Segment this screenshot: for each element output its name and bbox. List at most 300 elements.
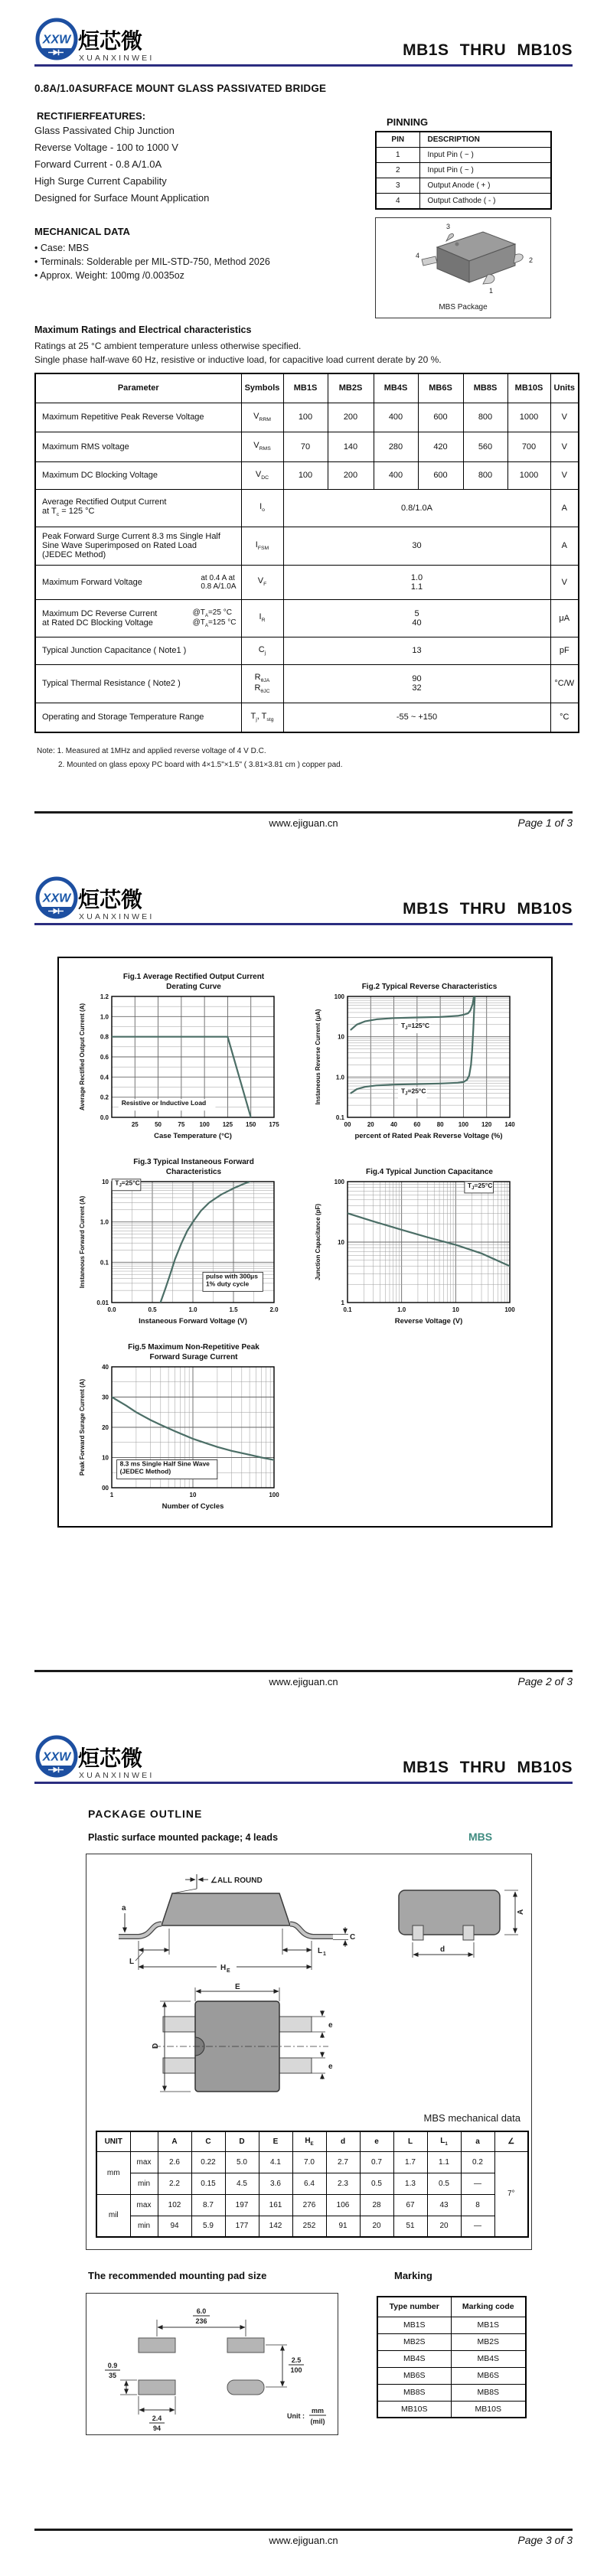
fig4-chart (312, 1156, 521, 1334)
ratings-symbol: $V_{DC}$ (241, 461, 283, 489)
mech-angle: 7° (494, 2151, 528, 2237)
mech-header: UNIT (96, 2131, 130, 2151)
svg-text:Junction Capacitance (pF): Junction Capacitance (pF) (315, 1203, 321, 1281)
mech-header: a (461, 2131, 494, 2151)
mech-value: 0.5 (360, 2173, 393, 2194)
svg-text:0.6: 0.6 (100, 1054, 109, 1061)
mech-unit: mil (96, 2194, 130, 2237)
logo-icon (34, 15, 168, 64)
ratings-header: MB8S (463, 373, 507, 403)
pinning-header: DESCRIPTION (419, 132, 551, 148)
mech-data-table (96, 2131, 529, 2238)
package-illustration (375, 217, 551, 318)
svg-text:(JEDEC Method): (JEDEC Method) (119, 1467, 171, 1475)
brand-logo (34, 1733, 168, 1785)
svg-text:10: 10 (189, 1492, 197, 1498)
mech-value: 7.0 (292, 2151, 326, 2173)
mech-header: C (191, 2131, 225, 2151)
ratings-header: MB6S (418, 373, 463, 403)
mech-minmax: min (130, 2173, 158, 2194)
marking-type: MB4S (377, 2350, 451, 2367)
ratings-symbol: $R_{\theta JA}$ $R_{\theta JC}$ (241, 664, 283, 703)
svg-text:Resistive or Inductive Load: Resistive or Inductive Load (121, 1099, 207, 1107)
svg-text:10: 10 (452, 1306, 459, 1313)
ratings-header: Symbols (241, 373, 283, 403)
svg-text:8.3 ms Single Half Sine Wave: 8.3 ms Single Half Sine Wave (119, 1459, 210, 1468)
svg-text:100: 100 (458, 1121, 469, 1128)
svg-text:Instaneous Forward Voltage (V): Instaneous Forward Voltage (V) (139, 1317, 247, 1325)
svg-text:Instaneous Reverse Current (μA: Instaneous Reverse Current (μA) (315, 1009, 321, 1105)
svg-text:00: 00 (102, 1485, 109, 1492)
svg-text:80: 80 (436, 1121, 444, 1128)
svg-text:1.0: 1.0 (397, 1306, 406, 1313)
svg-text:0.0: 0.0 (107, 1306, 116, 1313)
svg-text:1.0: 1.0 (335, 1074, 344, 1081)
fig5-chart (77, 1341, 285, 1519)
ratings-symbol: $T_j$, $T_{stg}$ (241, 703, 283, 732)
mech-value: 67 (393, 2194, 427, 2216)
marking-table (377, 2296, 527, 2418)
pin-number: 2 (376, 163, 419, 178)
marking-code: MB2S (451, 2333, 526, 2350)
ratings-value: 200 (328, 403, 374, 432)
svg-text:pulse with 300μs: pulse with 300μs (205, 1272, 258, 1280)
svg-text:1.0: 1.0 (188, 1306, 197, 1313)
ratings-symbol: $V_{RMS}$ (241, 432, 283, 461)
pin-description: Output Anode ( + ) (419, 178, 551, 194)
mech-value: 8 (461, 2194, 494, 2216)
pad-unit-mil: (mil) (310, 2418, 325, 2425)
header-rule (34, 64, 573, 67)
ratings-unit: μA (550, 599, 579, 637)
ratings-value: 400 (374, 403, 418, 432)
header-rule (34, 1782, 573, 1784)
footer-page-number: Page 3 of 3 (517, 2534, 573, 2546)
svg-text:00: 00 (344, 1121, 351, 1128)
mech-header: L (393, 2131, 427, 2151)
pin-number: 1 (376, 148, 419, 163)
mech-value: 0.22 (191, 2151, 225, 2173)
ratings-value: 600 (418, 461, 463, 489)
mech-header: D (225, 2131, 259, 2151)
ratings-symbol: $V_F$ (241, 565, 283, 599)
fig4-title: Fig.4 Typical Junction Capacitance (366, 1168, 493, 1176)
svg-text:1: 1 (109, 1492, 114, 1498)
mech-value: 0.7 (360, 2151, 393, 2173)
ratings-header: Units (550, 373, 579, 403)
note-1: Note: 1. Measured at 1MHz and applied reverse voltage of 4 V D.C. (37, 747, 266, 755)
svg-text:10: 10 (102, 1179, 109, 1185)
marking-type: MB8S (377, 2384, 451, 2401)
package-name: MBS (468, 1831, 493, 1843)
dim-D: D (152, 2043, 160, 2049)
dim-e: e (328, 2062, 333, 2071)
pad-dim-right-mil: 100 (290, 2366, 302, 2374)
svg-text:40: 40 (102, 1364, 109, 1371)
ratings-value: 140 (328, 432, 374, 461)
pin-description: Input Pin ( ~ ) (419, 148, 551, 163)
ratings-parameter: Operating and Storage Temperature Range (35, 703, 241, 732)
outline-heading: PACKAGE OUTLINE (88, 1808, 203, 1820)
svg-text:Peak Forward Surage Current (A: Peak Forward Surage Current (A) (79, 1378, 86, 1476)
feature-item: High Surge Current Capability (34, 175, 167, 187)
footer-page-number: Page 1 of 3 (517, 817, 573, 829)
pad-unit-label: Unit : (287, 2412, 305, 2420)
pad-unit-mm: mm (311, 2407, 325, 2415)
svg-text:100: 100 (504, 1306, 515, 1313)
mech-value: 2.3 (326, 2173, 360, 2194)
mech-value: 20 (360, 2216, 393, 2237)
svg-text:100: 100 (269, 1492, 279, 1498)
pin-label-2: 2 (529, 256, 534, 264)
pin-number: 3 (376, 178, 419, 194)
mech-header: e (360, 2131, 393, 2151)
svg-text:20: 20 (367, 1121, 374, 1128)
ratings-symbol: $C_j$ (241, 637, 283, 664)
pinning-header: PIN (376, 132, 419, 148)
brand-logo (34, 15, 168, 68)
package-top-view (142, 1981, 341, 2108)
mech-header: d (326, 2131, 360, 2151)
ratings-parameter: Maximum RMS voltage (35, 432, 241, 461)
mech-value: 1.3 (393, 2173, 427, 2194)
ratings-unit: V (550, 565, 579, 599)
pad-dim-bottom-mil: 94 (152, 2424, 162, 2432)
ratings-parameter: Maximum DC Blocking Voltage (35, 461, 241, 489)
logo-english: XUANXINWEI (79, 1771, 155, 1780)
mech-header: ∠ (494, 2131, 528, 2151)
logo-chinese: 烜芯微 (78, 888, 143, 911)
mech-minmax: max (130, 2194, 158, 2216)
pin-number: 4 (376, 194, 419, 210)
mech-header: $H_E$ (292, 2131, 326, 2151)
doc-title: MB1S THRU MB10S (403, 41, 573, 59)
mech-value: 20 (427, 2216, 461, 2237)
mech-value: 94 (158, 2216, 191, 2237)
mech-header: A (158, 2131, 191, 2151)
dim-he: H (220, 1964, 227, 1972)
mech-value: 1.1 (427, 2151, 461, 2173)
fig2-chart (312, 970, 521, 1149)
ratings-unit: V (550, 461, 579, 489)
ratings-heading: Maximum Ratings and Electrical characteristics (34, 324, 252, 335)
ratings-parameter: Maximum DC Reverse Current at Rated DC Blocking Voltage $@T_A=25$ °C $@T_A=125$ °C (35, 599, 241, 637)
mech-value: 0.2 (461, 2151, 494, 2173)
fig3-chart (77, 1156, 285, 1334)
ratings-value: 100 (283, 461, 328, 489)
mech-value: 102 (158, 2194, 191, 2216)
svg-text:120: 120 (481, 1121, 492, 1128)
footer-site: www.ejiguan.cn (269, 817, 338, 829)
ratings-unit: pF (550, 637, 579, 664)
svg-text:E: E (227, 1968, 230, 1974)
logo-chinese: 烜芯微 (78, 1746, 143, 1770)
features-heading: RECTIFIERFEATURES: (37, 110, 146, 122)
svg-text:1.2: 1.2 (100, 993, 109, 1000)
ratings-value: 1000 (507, 403, 550, 432)
ratings-symbol: $I_{FSM}$ (241, 527, 283, 565)
ratings-value: 800 (463, 461, 507, 489)
svg-text:60: 60 (413, 1121, 421, 1128)
footer-site: www.ejiguan.cn (269, 1676, 338, 1687)
ratings-value: 700 (507, 432, 550, 461)
fig1-chart (77, 970, 285, 1149)
svg-text:Number of Cycles: Number of Cycles (162, 1502, 224, 1511)
dim-c: C (350, 1933, 356, 1942)
doc-title: MB1S THRU MB10S (403, 900, 573, 918)
mech-header: $L_1$ (427, 2131, 461, 2151)
mech-value: 106 (326, 2194, 360, 2216)
svg-text:0.2: 0.2 (100, 1094, 109, 1101)
footer-rule (34, 1670, 573, 1672)
ratings-value: 560 (463, 432, 507, 461)
mbs-package-icon (376, 218, 550, 301)
mech-value: 5.9 (191, 2216, 225, 2237)
marking-type: MB1S (377, 2317, 451, 2333)
ratings-conditions (34, 339, 442, 367)
svg-text:75: 75 (178, 1121, 185, 1128)
ratings-header: MB1S (283, 373, 328, 403)
logo-initials: XXW (42, 892, 71, 905)
ratings-unit: V (550, 432, 579, 461)
mech-value: 4.1 (259, 2151, 292, 2173)
mech-value: 8.7 (191, 2194, 225, 2216)
pin-label-1: 1 (489, 287, 494, 295)
mech-header (130, 2131, 158, 2151)
mech-value: 0.5 (427, 2173, 461, 2194)
marking-type: MB10S (377, 2401, 451, 2418)
pad-dim-right-mm: 2.5 (291, 2356, 302, 2364)
package-label: MBS Package (439, 303, 488, 311)
mech-minmax: max (130, 2151, 158, 2173)
mechanical-heading: MECHANICAL DATA (34, 226, 130, 237)
ratings-unit: V (550, 403, 579, 432)
dim-a: a (122, 1904, 126, 1912)
ratings-header: Parameter (35, 373, 241, 403)
marking-code: MB4S (451, 2350, 526, 2367)
mech-value: — (461, 2216, 494, 2237)
brand-logo (34, 874, 168, 927)
ratings-header: MB10S (507, 373, 550, 403)
ratings-value: 800 (463, 403, 507, 432)
ratings-value: 200 (328, 461, 374, 489)
ratings-symbol: $I_o$ (241, 489, 283, 527)
marking-code: MB8S (451, 2384, 526, 2401)
mech-value: 6.4 (292, 2173, 326, 2194)
ratings-value: 400 (374, 461, 418, 489)
svg-text:40: 40 (390, 1121, 398, 1128)
fig2-title: Fig.2 Typical Reverse Characteristics (361, 983, 498, 991)
outline-subheading: Plastic surface mounted package; 4 leads (88, 1832, 279, 1843)
ratings-value: 1000 (507, 461, 550, 489)
ratings-parameter: Typical Thermal Resistance ( Note2 ) (35, 664, 241, 703)
marking-code: MB6S (451, 2367, 526, 2384)
mech-value: 91 (326, 2216, 360, 2237)
logo-icon (34, 1733, 168, 1782)
ratings-condition: Ratings at 25 °C ambient temperature unless otherwise specified. (34, 341, 302, 351)
svg-text:0.01: 0.01 (96, 1299, 109, 1306)
ratings-value: 13 (283, 637, 550, 664)
marking-header: Type number (377, 2297, 451, 2317)
ratings-value: 70 (283, 432, 328, 461)
marking-header: Marking code (451, 2297, 526, 2317)
ratings-value: 100 (283, 403, 328, 432)
ratings-unit: A (550, 489, 579, 527)
svg-text:0.4: 0.4 (100, 1074, 109, 1081)
mech-value: 3.6 (259, 2173, 292, 2194)
logo-english: XUANXINWEI (79, 912, 155, 921)
marking-heading: Marking (394, 2270, 432, 2281)
ratings-parameter: Maximum Forward Voltage at 0.4 A at 0.8 A/1.0A (35, 565, 241, 599)
feature-item: Glass Passivated Chip Junction (34, 125, 175, 136)
svg-text:175: 175 (269, 1121, 279, 1128)
svg-text:1.0: 1.0 (100, 1013, 109, 1021)
logo-chinese: 烜芯微 (78, 29, 143, 53)
mounting-pad-diagram (86, 2293, 338, 2435)
pad-dim-top-mm: 6.0 (196, 2307, 207, 2315)
mech-value: 1.7 (393, 2151, 427, 2173)
svg-text:30: 30 (102, 1394, 109, 1401)
fig3-title: Fig.3 Typical Instaneous Forward Characteristics (133, 1158, 254, 1176)
mech-value: 2.6 (158, 2151, 191, 2173)
pad-dim-bottom-mm: 2.4 (152, 2415, 162, 2422)
svg-text:10: 10 (338, 1033, 344, 1041)
ratings-unit: A (550, 527, 579, 565)
pad-dim-left-mm: 0.9 (107, 2362, 118, 2369)
marking-code: MB10S (451, 2401, 526, 2418)
page-3 (0, 1717, 607, 2576)
footer-page-number: Page 2 of 3 (517, 1675, 573, 1687)
ratings-value: 420 (418, 432, 463, 461)
ratings-symbol: $I_R$ (241, 599, 283, 637)
dim-all-round: ∠ALL ROUND (210, 1877, 263, 1885)
mech-value: 5.0 (225, 2151, 259, 2173)
ratings-value: 90 32 (283, 664, 550, 703)
logo-icon (34, 874, 168, 923)
mech-value: 51 (393, 2216, 427, 2237)
feature-item: Reverse Voltage - 100 to 1000 V (34, 142, 178, 153)
pin-description: Output Cathode ( - ) (419, 194, 551, 210)
svg-text:percent of Rated Peak Reverse: percent of Rated Peak Reverse Voltage (%) (354, 1132, 503, 1140)
header-rule (34, 923, 573, 925)
svg-text:1.0: 1.0 (100, 1218, 109, 1226)
svg-text:10: 10 (102, 1454, 109, 1462)
ratings-value: 30 (283, 527, 550, 565)
footer-site: www.ejiguan.cn (269, 2535, 338, 2546)
logo-initials: XXW (42, 1750, 71, 1764)
fig5-title: Fig.5 Maximum Non-Repetitive Peak Forward Surage Current (128, 1343, 259, 1361)
ratings-value: 0.8/1.0A (283, 489, 550, 527)
pad-dim-left-mil: 35 (108, 2372, 117, 2379)
pad-dim-top-mil: 236 (195, 2317, 207, 2325)
svg-text:Case Temperature (°C): Case Temperature (°C) (154, 1132, 232, 1140)
svg-text:2.0: 2.0 (269, 1306, 279, 1313)
mechanical-list (34, 241, 270, 282)
mech-value: 2.7 (326, 2151, 360, 2173)
ratings-header: MB4S (374, 373, 418, 403)
svg-text:125: 125 (222, 1121, 233, 1128)
mech-value: 142 (259, 2216, 292, 2237)
logo-english: XUANXINWEI (79, 54, 155, 63)
svg-text:1.5: 1.5 (229, 1306, 238, 1313)
dim-A: A (517, 1909, 524, 1915)
pin-label-4: 4 (416, 252, 420, 259)
svg-text:20: 20 (102, 1424, 109, 1431)
dim-l: L (129, 1958, 135, 1966)
mechanical-item: • Terminals: Solderable per MIL-STD-750, Method 2026 (34, 256, 270, 267)
dim-e: e (328, 2021, 333, 2030)
logo-initials: XXW (42, 33, 71, 47)
mech-value: — (461, 2173, 494, 2194)
svg-text:0.1: 0.1 (343, 1306, 352, 1313)
ratings-parameter: Maximum Repetitive Peak Reverse Voltage (35, 403, 241, 432)
mech-header: E (259, 2131, 292, 2151)
ratings-parameter: Average Rectified Output Current at $T_c = 125$ °C (35, 489, 241, 527)
ratings-value: 5 40 (283, 599, 550, 637)
svg-text:0.1: 0.1 (100, 1259, 109, 1267)
svg-text:50: 50 (155, 1121, 162, 1128)
svg-text:100: 100 (334, 1179, 344, 1185)
features-list (34, 122, 209, 207)
mech-value: 2.2 (158, 2173, 191, 2194)
svg-text:100: 100 (199, 1121, 210, 1128)
svg-text:0.8: 0.8 (100, 1033, 109, 1041)
svg-text:TJ=25°C: $T_J=25^\circ C$ (467, 1181, 493, 1191)
mechanical-item: • Approx. Weight: 100mg /0.0035oz (34, 270, 184, 281)
package-front-side-view (96, 1870, 524, 1978)
svg-text:0.5: 0.5 (148, 1306, 157, 1313)
svg-text:TJ=25°C: $T_J=25^\circ C$ (115, 1179, 140, 1189)
page-1 (0, 0, 607, 859)
mech-minmax: min (130, 2216, 158, 2237)
ratings-unit: °C/W (550, 664, 579, 703)
svg-text:Average Rectified Output Curre: Average Rectified Output Current (A) (79, 1003, 86, 1111)
ratings-parameter: Peak Forward Surge Current 8.3 ms Single Half Sine Wave Superimposed on Rated Load (JEDEC Method) (35, 527, 241, 565)
marking-type: MB6S (377, 2367, 451, 2384)
feature-item: Forward Current - 0.8 A/1.0A (34, 158, 162, 170)
mech-data-label: MBS mechanical data (423, 2112, 521, 2124)
mech-value: 197 (225, 2194, 259, 2216)
feature-item: Designed for Surface Mount Application (34, 192, 210, 204)
ratings-symbol: $V_{RRM}$ (241, 403, 283, 432)
mech-value: 43 (427, 2194, 461, 2216)
svg-text:TJ=125°C: $T_J=125^\circ C$ (400, 1022, 430, 1032)
svg-text:25: 25 (131, 1121, 139, 1128)
product-subtitle: 0.8A/1.0ASURFACE MOUNT GLASS PASSIVATED BRIDGE (34, 83, 327, 94)
ratings-value: 280 (374, 432, 418, 461)
mech-value: 0.15 (191, 2173, 225, 2194)
svg-text:1: 1 (323, 1952, 326, 1957)
svg-text:Instaneous Forward Current (A): Instaneous Forward Current (A) (79, 1195, 86, 1289)
pad-heading: The recommended mounting pad size (88, 2270, 267, 2281)
mech-value: 276 (292, 2194, 326, 2216)
footer-rule (34, 2529, 573, 2531)
svg-text:1: 1 (341, 1299, 344, 1306)
doc-title: MB1S THRU MB10S (403, 1759, 573, 1776)
ratings-value: -55 ~ +150 (283, 703, 550, 732)
mech-value: 161 (259, 2194, 292, 2216)
pin-description: Input Pin ( ~ ) (419, 163, 551, 178)
svg-text:100: 100 (334, 993, 344, 1000)
page-2 (0, 859, 607, 1717)
pin-label-3: 3 (446, 223, 451, 230)
note-2: 2. Mounted on glass epoxy PC board with 4×1.5"×1.5" ( 3.81×3.81 cm ) copper pad. (58, 761, 343, 769)
ratings-header: MB2S (328, 373, 374, 403)
pinning-heading: PINNING (387, 116, 429, 128)
dim-E: E (235, 1983, 240, 1991)
svg-text:0.0: 0.0 (100, 1114, 109, 1121)
mech-value: 4.5 (225, 2173, 259, 2194)
